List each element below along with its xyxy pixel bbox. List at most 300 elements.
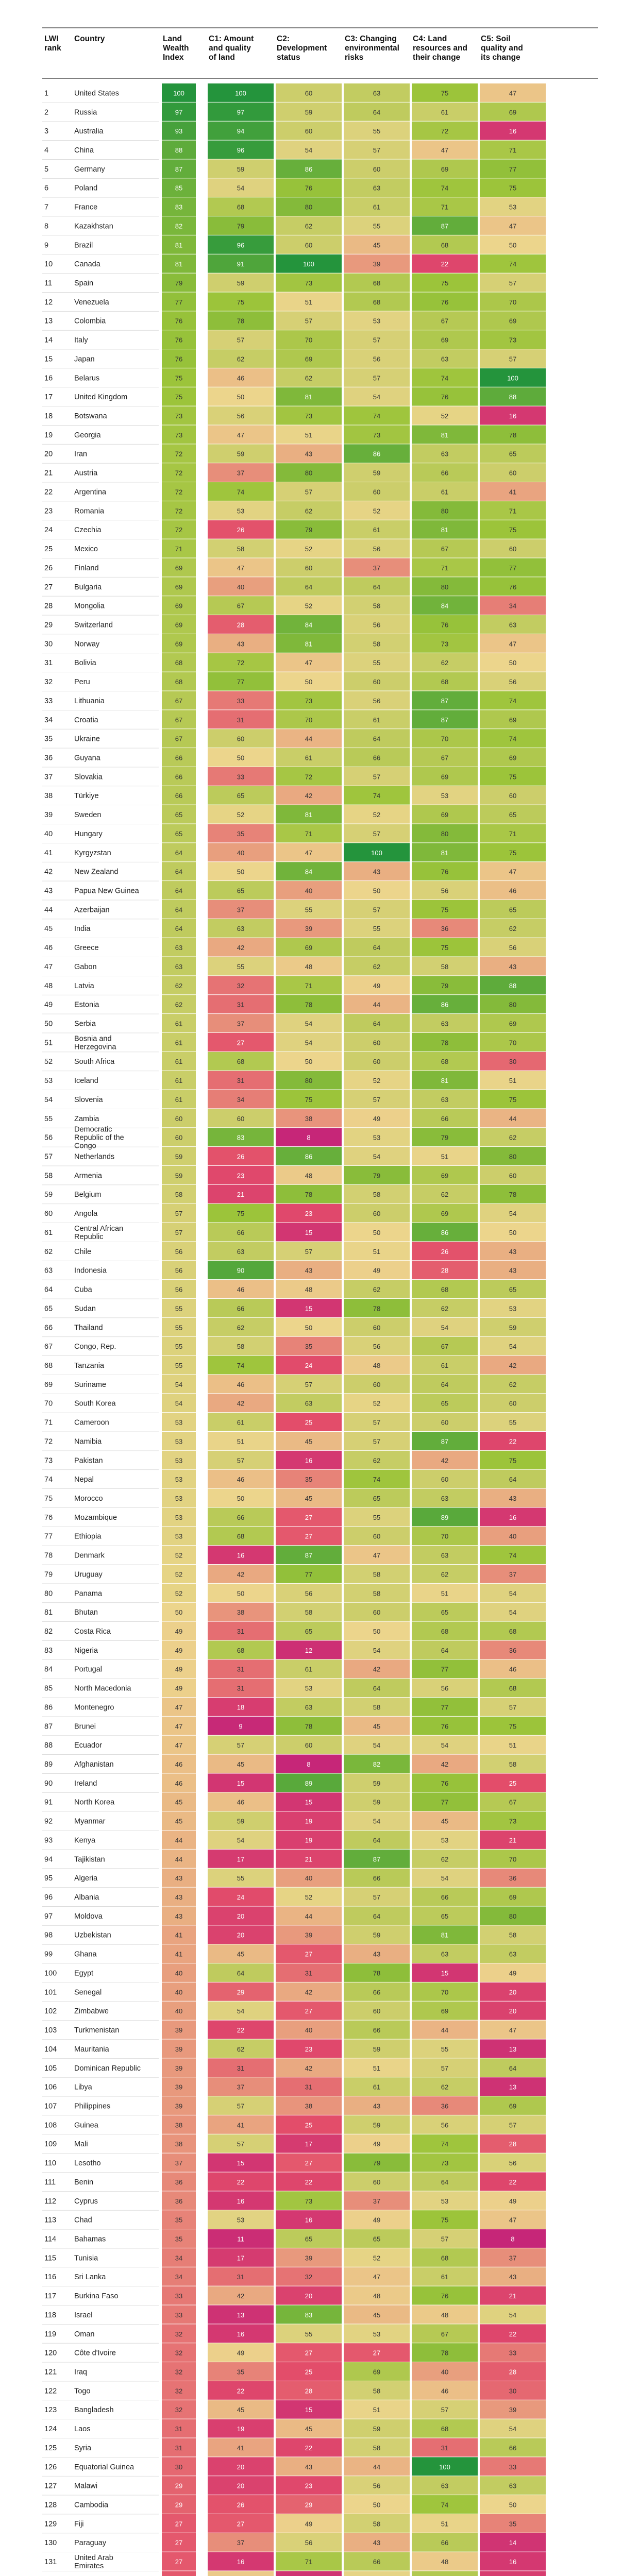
- cell-value-label: 66: [441, 2539, 449, 2547]
- cell-value-label: 62: [237, 355, 245, 363]
- table-row: [42, 1869, 546, 1888]
- country-label: Finland: [74, 564, 99, 572]
- cell-value-label: 58: [373, 1703, 381, 1711]
- table-row: [42, 1489, 546, 1508]
- cell-value-label: 87: [373, 1855, 381, 1863]
- cell-value-label: 62: [441, 2083, 449, 2091]
- cell-value-label: 68: [237, 203, 245, 211]
- country-label: Zambia: [74, 1114, 99, 1123]
- cell-value-label: 87: [175, 165, 183, 173]
- heat-cell: [480, 2571, 546, 2576]
- cell-value-label: 65: [305, 1628, 313, 1635]
- cell-value-label: 74: [441, 184, 449, 192]
- cell-value-label: 85: [175, 184, 183, 192]
- cell-value-label: 54: [373, 393, 381, 401]
- cell-value-label: 27: [305, 1532, 313, 1540]
- country-label: Senegal: [74, 1988, 102, 1997]
- cell-value-label: 78: [305, 1001, 313, 1009]
- cell-value-label: 57: [237, 2140, 245, 2148]
- cell-value-label: 78: [373, 1969, 381, 1977]
- cell-value-label: 35: [175, 2216, 183, 2224]
- rank-label: 21: [44, 469, 53, 478]
- cell-value-label: 64: [175, 868, 183, 876]
- cell-value-label: 15: [237, 2159, 245, 2167]
- cell-value-label: 38: [305, 1114, 313, 1123]
- cell-value-label: 66: [237, 1304, 245, 1313]
- cell-value-label: 88: [175, 146, 183, 155]
- cell-value-label: 23: [237, 1172, 245, 1180]
- cell-value-label: 57: [237, 1456, 245, 1465]
- rank-label: 34: [44, 716, 53, 724]
- cell-value-label: 51: [441, 2520, 449, 2528]
- rank-label: 75: [44, 1494, 53, 1503]
- cell-value-label: 50: [305, 1324, 313, 1332]
- cell-value-label: 86: [305, 165, 313, 173]
- rank-label: 95: [44, 1874, 53, 1883]
- table-row: [42, 1394, 546, 1413]
- cell-value-label: 50: [373, 2501, 381, 2509]
- cell-value-label: 60: [373, 2007, 381, 2015]
- cell-value-label: 47: [509, 640, 517, 648]
- cell-value-label: 61: [441, 1361, 449, 1369]
- cell-value-label: 64: [175, 925, 183, 933]
- cell-value-label: 27: [175, 2558, 183, 2566]
- table-row: [42, 406, 546, 426]
- country-label: Ukraine: [74, 735, 100, 743]
- country-label: Tunisia: [74, 2254, 98, 2263]
- cell-value-label: 8: [307, 1760, 311, 1769]
- rank-label: 2: [44, 108, 49, 117]
- cell-value-label: 60: [373, 2178, 381, 2186]
- country-label: Georgia: [74, 431, 101, 439]
- country-label: China: [74, 146, 94, 155]
- cell-value-label: 72: [175, 526, 183, 534]
- cell-value-label: 46: [237, 1380, 245, 1388]
- cell-value-label: 40: [305, 887, 313, 895]
- cell-value-label: 55: [237, 962, 245, 971]
- cell-value-label: 49: [175, 1628, 183, 1635]
- cell-value-label: 69: [509, 2102, 517, 2110]
- rank-label: 1: [44, 89, 49, 98]
- cell-value-label: 60: [305, 127, 313, 135]
- table-row: [42, 1565, 546, 1584]
- table-row: [42, 957, 546, 976]
- cell-value-label: 73: [509, 336, 517, 344]
- cell-value-label: 62: [441, 1855, 449, 1863]
- cell-value-label: 69: [509, 108, 517, 116]
- cell-value-label: 73: [305, 412, 313, 420]
- table-row: [42, 482, 546, 501]
- table-row: [42, 1773, 546, 1792]
- cell-value-label: 61: [373, 2083, 381, 2091]
- cell-value-label: 56: [509, 678, 517, 686]
- cell-value-label: 19: [305, 1817, 313, 1825]
- cell-value-label: 63: [305, 1399, 313, 1408]
- table-row: [42, 1850, 546, 1869]
- cell-value-label: 57: [373, 1095, 381, 1104]
- cell-value-label: 80: [441, 507, 449, 515]
- table-row: [42, 2002, 546, 2021]
- cell-value-label: 67: [441, 2330, 449, 2338]
- country-label: Congo, Rep.: [74, 1343, 116, 1351]
- rank-label: 102: [44, 2007, 57, 2016]
- cell-value-label: 54: [509, 1343, 517, 1351]
- cell-value-label: 69: [175, 564, 183, 572]
- cell-value-label: 66: [237, 1513, 245, 1521]
- country-label: Italy: [74, 336, 88, 345]
- cell-value-label: 70: [441, 1988, 449, 1996]
- cell-value-label: 45: [175, 1798, 183, 1806]
- cell-value-label: 51: [305, 298, 313, 306]
- cell-value-label: 50: [509, 2501, 517, 2509]
- rank-label: 39: [44, 811, 53, 820]
- cell-value-label: 72: [175, 488, 183, 496]
- country-label: Oman: [74, 2330, 95, 2338]
- cell-value-label: 37: [373, 2197, 381, 2205]
- cell-value-label: 43: [509, 1494, 517, 1502]
- cell-value-label: 74: [237, 488, 245, 496]
- cell-value-label: 65: [441, 1608, 449, 1617]
- cell-value-label: 69: [509, 1020, 517, 1028]
- column-header-7: C5: Soil quality and its change: [481, 35, 523, 62]
- cell-value-label: 61: [441, 2273, 449, 2281]
- table-row: [42, 1811, 546, 1831]
- table-row: [42, 1280, 546, 1299]
- cell-value-label: 80: [509, 1912, 517, 1920]
- cell-value-label: 61: [175, 1039, 183, 1047]
- cell-value-label: 26: [237, 2501, 245, 2509]
- cell-value-label: 58: [373, 2387, 381, 2395]
- table-row: [42, 1318, 546, 1337]
- cell-value-label: 60: [373, 1532, 381, 1540]
- cell-value-label: 15: [305, 1304, 313, 1313]
- table-row: [42, 1679, 546, 1698]
- table-row: [42, 330, 546, 349]
- cell-value-label: 60: [373, 1039, 381, 1047]
- country-label: North Korea: [74, 1798, 115, 1807]
- cell-value-label: 69: [175, 621, 183, 629]
- cell-value-label: 55: [175, 1324, 183, 1332]
- cell-value-label: 69: [305, 944, 313, 952]
- cell-value-label: 60: [237, 735, 245, 743]
- cell-value-label: 62: [509, 1380, 517, 1388]
- cell-value-label: 64: [373, 1836, 381, 1844]
- rank-label: 23: [44, 507, 53, 516]
- cell-value-label: 15: [237, 1779, 245, 1787]
- country-label: United States: [74, 89, 120, 98]
- cell-value-label: 73: [305, 697, 313, 705]
- cell-value-label: 67: [441, 317, 449, 325]
- country-label: Ghana: [74, 1950, 97, 1959]
- table-row: [42, 159, 546, 178]
- cell-value-label: 49: [237, 2349, 245, 2357]
- cell-value-label: 72: [175, 507, 183, 515]
- cell-value-label: 53: [509, 1304, 517, 1313]
- cell-value-label: 52: [373, 1077, 381, 1085]
- cell-value-label: 42: [441, 1456, 449, 1465]
- rank-label: 107: [44, 2102, 57, 2111]
- cell-value-label: 64: [509, 2064, 517, 2072]
- cell-value-label: 65: [373, 2235, 381, 2243]
- cell-value-label: 38: [305, 2102, 313, 2110]
- cell-value-label: 35: [175, 2235, 183, 2243]
- cell-value-label: 49: [509, 1969, 517, 1977]
- cell-value-label: 66: [175, 754, 183, 762]
- table-row: [42, 634, 546, 653]
- cell-value-label: 33: [175, 2311, 183, 2319]
- country-label: Iran: [74, 450, 87, 459]
- cell-value-label: 26: [237, 1153, 245, 1161]
- column-headers: [44, 35, 523, 62]
- cell-value-label: 62: [509, 925, 517, 933]
- cell-value-label: 54: [509, 2425, 517, 2433]
- cell-value-label: 41: [237, 2121, 245, 2129]
- cell-value-label: 43: [509, 2273, 517, 2281]
- rank-label: 24: [44, 526, 53, 535]
- cell-value-label: 63: [441, 1494, 449, 1502]
- cell-value-label: 52: [305, 602, 313, 610]
- rank-label: 99: [44, 1950, 53, 1959]
- cell-value-label: 49: [373, 1114, 381, 1123]
- cell-value-label: 86: [373, 450, 381, 458]
- rank-label: 119: [44, 2330, 57, 2338]
- table-row: [42, 1640, 546, 1659]
- country-label: Central African Republic: [74, 1224, 124, 1241]
- cell-value-label: 81: [305, 393, 313, 401]
- country-label: Colombia: [74, 317, 106, 326]
- table-row: [42, 2021, 546, 2040]
- country-label: Morocco: [74, 1494, 103, 1503]
- cell-value-label: 51: [441, 1153, 449, 1161]
- cell-value-label: 66: [175, 773, 183, 781]
- country-label: Estonia: [74, 1001, 99, 1009]
- cell-value-label: 56: [373, 545, 381, 553]
- table-row: [42, 2172, 546, 2191]
- cell-value-label: 27: [237, 1039, 245, 1047]
- rank-label: 48: [44, 981, 53, 990]
- cell-value-label: 31: [237, 2064, 245, 2072]
- cell-value-label: 73: [441, 640, 449, 648]
- cell-value-label: 58: [373, 640, 381, 648]
- table-row: [42, 2134, 546, 2154]
- country-label: Bulgaria: [74, 583, 102, 591]
- country-label: Thailand: [74, 1324, 103, 1332]
- cell-value-label: 76: [441, 393, 449, 401]
- country-label: United Arab Emirates: [74, 2554, 113, 2571]
- cell-value-label: 60: [305, 89, 313, 97]
- cell-value-label: 31: [237, 1001, 245, 1009]
- cell-value-label: 21: [305, 1855, 313, 1863]
- cell-value-label: 78: [373, 1304, 381, 1313]
- cell-value-label: 59: [373, 1779, 381, 1787]
- table-row: [42, 2343, 546, 2362]
- cell-value-label: 96: [237, 241, 245, 249]
- rank-label: 6: [44, 184, 49, 193]
- cell-value-label: 60: [509, 469, 517, 477]
- country-label: Cameroon: [74, 1418, 109, 1427]
- table-row: [42, 2552, 546, 2571]
- cell-value-label: 21: [509, 1836, 517, 1844]
- cell-value-label: 16: [509, 2558, 517, 2566]
- cell-value-label: 54: [175, 1380, 183, 1388]
- country-label: South Korea: [74, 1399, 116, 1408]
- cell-value-label: 39: [175, 2064, 183, 2072]
- cell-value-label: 63: [175, 944, 183, 952]
- table-row: [42, 1755, 546, 1774]
- cell-value-label: 33: [237, 773, 245, 781]
- cell-value-label: 44: [373, 2463, 381, 2471]
- cell-value-label: 80: [441, 829, 449, 838]
- cell-value-label: 46: [237, 1476, 245, 1484]
- cell-value-label: 53: [509, 203, 517, 211]
- cell-value-label: 27: [175, 2520, 183, 2528]
- table-row: [42, 2400, 546, 2419]
- country-label: Sweden: [74, 811, 102, 820]
- table-row: [42, 1792, 546, 1811]
- cell-value-label: 45: [305, 2425, 313, 2433]
- cell-value-label: 17: [237, 2254, 245, 2262]
- cell-value-label: 31: [175, 2425, 183, 2433]
- cell-value-label: 82: [175, 222, 183, 230]
- rank-label: 113: [44, 2216, 57, 2225]
- country-label: Brunei: [74, 1722, 96, 1731]
- rank-label: 45: [44, 925, 53, 934]
- cell-value-label: 83: [305, 2311, 313, 2319]
- table-row: [42, 976, 546, 995]
- cell-value-label: 50: [509, 1228, 517, 1236]
- cell-value-label: 76: [441, 1722, 449, 1731]
- country-label: Mali: [74, 2140, 88, 2149]
- cell-value-label: 63: [441, 1095, 449, 1104]
- cell-value-label: 49: [373, 2140, 381, 2148]
- cell-value-label: 62: [441, 1304, 449, 1313]
- rank-label: 79: [44, 1570, 53, 1579]
- cell-value-label: 72: [175, 469, 183, 477]
- country-label: Papua New Guinea: [74, 887, 139, 895]
- cell-value-label: 75: [441, 944, 449, 952]
- cell-value-label: 62: [237, 2045, 245, 2053]
- cell-value-label: 28: [237, 621, 245, 629]
- cell-value-label: 41: [175, 1950, 183, 1958]
- country-label: Libya: [74, 2083, 92, 2092]
- cell-value-label: 16: [237, 2558, 245, 2566]
- cell-value-label: 31: [237, 1665, 245, 1673]
- cell-value-label: 75: [509, 526, 517, 534]
- cell-value-label: 76: [305, 184, 313, 192]
- cell-value-label: 80: [509, 1001, 517, 1009]
- cell-value-label: 31: [305, 2083, 313, 2091]
- cell-value-label: 21: [509, 2292, 517, 2300]
- cell-value-label: 25: [305, 2368, 313, 2376]
- rank-label: 69: [44, 1380, 53, 1389]
- cell-value-label: 23: [305, 2482, 313, 2490]
- column-header-6: C4: Land resources and their change: [413, 35, 467, 62]
- cell-value-label: 57: [373, 336, 381, 344]
- table-row: [42, 1090, 546, 1109]
- rank-label: 80: [44, 1589, 53, 1598]
- cell-value-label: 75: [441, 89, 449, 97]
- cell-value-label: 13: [509, 2045, 517, 2053]
- cell-value-label: 55: [509, 1418, 517, 1427]
- cell-value-label: 41: [509, 488, 517, 496]
- rank-label: 13: [44, 317, 53, 326]
- country-label: Switzerland: [74, 621, 113, 630]
- cell-value-label: 84: [441, 602, 449, 610]
- cell-value-label: 65: [175, 829, 183, 838]
- country-label: Malawi: [74, 2482, 98, 2490]
- cell-value-label: 54: [441, 1874, 449, 1883]
- cell-value-label: 66: [373, 2558, 381, 2566]
- cell-value-label: 60: [373, 488, 381, 496]
- country-label: Argentina: [74, 488, 107, 497]
- country-label: Syria: [74, 2444, 92, 2452]
- country-label: Azerbaijan: [74, 906, 110, 914]
- country-label: Zimbabwe: [74, 2007, 109, 2016]
- cell-value-label: 35: [237, 829, 245, 838]
- cell-value-label: 38: [175, 2140, 183, 2148]
- cell-value-label: 38: [237, 1608, 245, 1617]
- table-row: [42, 197, 546, 216]
- cell-value-label: 76: [175, 336, 183, 344]
- cell-value-label: 75: [509, 1456, 517, 1465]
- table-row: [42, 881, 546, 900]
- table-row: [42, 2210, 546, 2229]
- table-row: [42, 1584, 546, 1603]
- table-row: [42, 2533, 546, 2552]
- cell-value-label: 77: [441, 1703, 449, 1711]
- rank-label: 124: [44, 2425, 57, 2434]
- cell-value-label: 47: [441, 146, 449, 155]
- cell-value-label: 73: [509, 1817, 517, 1825]
- cell-value-label: 56: [175, 1266, 183, 1275]
- rank-label: 46: [44, 944, 53, 953]
- table-row: [42, 2229, 546, 2248]
- rank-label: 86: [44, 1703, 53, 1712]
- cell-value-label: 27: [237, 2520, 245, 2528]
- rank-label: 118: [44, 2311, 57, 2319]
- cell-value-label: 70: [305, 716, 313, 724]
- cell-value-label: 81: [305, 811, 313, 819]
- cell-value-label: 56: [305, 1589, 313, 1598]
- cell-value-label: 54: [373, 1153, 381, 1161]
- cell-value-label: 50: [237, 1589, 245, 1598]
- country-label: Austria: [74, 469, 98, 478]
- cell-value-label: 58: [237, 1343, 245, 1351]
- cell-value-label: 61: [373, 203, 381, 211]
- rank-label: 56: [44, 1133, 53, 1142]
- rank-label: 61: [44, 1228, 53, 1237]
- cell-value-label: 16: [237, 2330, 245, 2338]
- cell-value-label: 27: [305, 2007, 313, 2015]
- table-row: [42, 938, 546, 957]
- cell-value-label: 74: [237, 1361, 245, 1369]
- country-label: Nepal: [74, 1476, 94, 1484]
- cell-value-label: 53: [175, 1418, 183, 1427]
- cell-value-label: 37: [237, 2083, 245, 2091]
- cell-value-label: 45: [305, 1494, 313, 1502]
- cell-value-label: 20: [237, 1931, 245, 1939]
- cell-value-label: 61: [373, 716, 381, 724]
- cell-value-label: 17: [237, 1855, 245, 1863]
- cell-value-label: 57: [373, 1418, 381, 1427]
- cell-value-label: 34: [175, 2254, 183, 2262]
- cell-value-label: 78: [441, 2349, 449, 2357]
- cell-value-label: 53: [373, 2330, 381, 2338]
- cell-value-label: 81: [305, 640, 313, 648]
- cell-value-label: 50: [509, 659, 517, 667]
- cell-value-label: 24: [237, 1893, 245, 1902]
- cell-value-label: 56: [441, 887, 449, 895]
